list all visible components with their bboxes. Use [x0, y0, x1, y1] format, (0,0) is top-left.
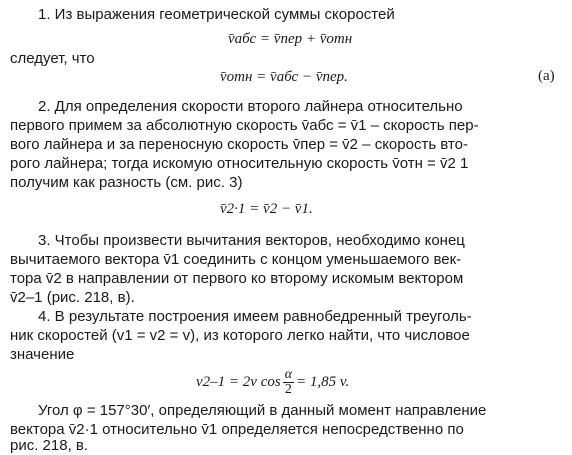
text-line: вектора v̄2·1 относительно v̄1 определяется непосредственно по: [10, 421, 464, 438]
text-line: ник скоростей (v1 = v2 = v), из которого легко найти, что числовое: [10, 327, 470, 344]
fraction: [283, 368, 294, 397]
text-line: рис. 218, в.: [10, 437, 89, 454]
text-line: 3. Чтобы произвести вычитания векторов, необходимо конец: [38, 232, 465, 249]
text-line: следует, что: [10, 50, 95, 67]
fraction-denominator: 2: [284, 382, 292, 397]
text-line: Угол φ = 157°30′, определяющий в данный момент направление: [38, 402, 487, 419]
fraction-numerator: α: [284, 367, 293, 382]
equation-right: = 1,85 v.: [296, 373, 350, 390]
text-line: v̄2–1 (рис. 218, в).: [10, 289, 135, 306]
text-line: получим как разность (см. рис. 3): [10, 174, 243, 191]
equation: v̄абс = v̄пер + v̄отн: [228, 31, 353, 47]
text-line: 1. Из выражения геометрической суммы скоростей: [38, 6, 395, 23]
equation: v̄2·1 = v̄2 − v̄1.: [220, 201, 313, 217]
text-line: вого лайнера и за переносную скорость v̄пер = v̄2 – скорость вто-: [10, 136, 468, 153]
text-line: 2. Для определения скорости второго лайнера относительно: [38, 98, 463, 115]
text-line: первого примем за абсолютную скорость v̄абс = v̄1 – скорость пер-: [10, 117, 479, 134]
equation: v̄отн = v̄абс − v̄пер.: [220, 69, 348, 85]
text-line: вычитаемого вектора v̄1 соединить с концом уменьшаемого век-: [10, 251, 462, 268]
equation-tag: (а): [538, 68, 555, 84]
text-line: рого лайнера; тогда искомую относительную скорость v̄отн = v̄2 1: [10, 155, 469, 172]
text-line: значение: [10, 346, 75, 363]
text-line: 4. В результате построения имеем равнобедренный треуголь-: [38, 308, 472, 325]
text-line: тора v̄2 в направлении от первого ко второму искомым вектором: [10, 270, 464, 287]
equation: [196, 368, 349, 397]
equation-left: v2–1 = 2v cos: [196, 373, 281, 390]
